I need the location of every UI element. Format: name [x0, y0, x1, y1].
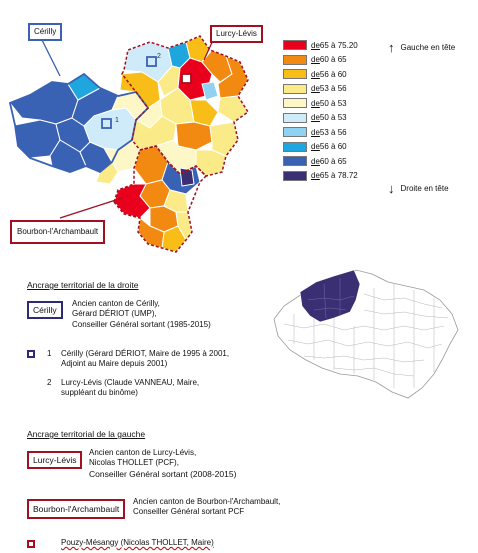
- legend-label: [311, 142, 347, 151]
- legend-range: 53 à 56: [319, 127, 347, 137]
- commune-area: [202, 82, 218, 100]
- bourbon-box-label: Bourbon-l'Archambault: [27, 499, 125, 519]
- legend-swatch: [283, 69, 307, 79]
- legend-row: [283, 141, 347, 153]
- legend-range: 56 à 60: [319, 69, 347, 79]
- legend-swatch: [283, 84, 307, 94]
- legend-range: 53 à 56: [319, 84, 347, 93]
- legend-row: [283, 112, 347, 124]
- legend-prefix: de: [311, 55, 320, 64]
- legend-swatch: [283, 156, 307, 166]
- legend-swatch: [283, 40, 307, 50]
- legend-swatch: [283, 127, 307, 137]
- cerilly-box-label: Cérilly: [27, 301, 63, 319]
- item-number-2: 2: [47, 378, 52, 387]
- legend-swatch: [283, 55, 307, 65]
- legend-label: [311, 55, 347, 64]
- legend-swatch: [283, 142, 307, 152]
- legend-swatch: [283, 98, 307, 108]
- legend-swatch: [283, 171, 307, 181]
- map-marker-number-1: 1: [115, 117, 119, 124]
- item2-description: [61, 378, 199, 399]
- legend-prefix: de: [311, 142, 320, 151]
- legend-top-label: Gauche en tête: [400, 43, 456, 52]
- desc-line: Ancien canton de Lurcy-Lévis,: [89, 448, 197, 457]
- desc-line: Conseiller Général sortant PCF: [133, 507, 245, 517]
- commune-area: [10, 82, 78, 124]
- legend-row: [283, 68, 347, 80]
- bourbon-description: [133, 497, 280, 518]
- legend-range: 60 à 65: [319, 55, 347, 64]
- legend-row: [283, 155, 347, 167]
- map-marker-number-2: 2: [157, 53, 161, 60]
- desc-line: Nicolas THOLLET (PCF),: [89, 458, 179, 468]
- legend-bottom-label: Droite en tête: [400, 184, 449, 193]
- legend-square-right: [27, 350, 35, 358]
- legend-row: [283, 170, 358, 182]
- legend-row: [283, 39, 358, 51]
- desc-line: Conseiller Général sortant (1985-2015): [72, 319, 211, 329]
- legend-label: [311, 171, 358, 180]
- pouzy-marker-square: [182, 74, 191, 83]
- legend-range: 65 à 78.72: [319, 171, 358, 180]
- commune-area: [176, 122, 212, 150]
- legend-prefix: de: [311, 171, 320, 180]
- legend-prefix: de: [311, 69, 320, 79]
- cerilly-description: [72, 299, 211, 330]
- legend-row: [283, 97, 347, 109]
- legend-label: [311, 99, 347, 108]
- legend-range: 60 à 65: [319, 156, 347, 166]
- desc-line: Lurcy-Lévis (Claude VANNEAU, Maire,: [61, 378, 200, 387]
- legend-label: [311, 84, 347, 93]
- callout-line-cerilly: [40, 36, 60, 76]
- legend-label: [311, 157, 347, 166]
- callout-line-bourbon: [60, 198, 122, 218]
- arrow-down-icon: ↓: [388, 181, 395, 196]
- legend-right-ahead: [388, 181, 449, 196]
- pouzy-description: Pouzy-Mésangy (Nicolas THOLLET, Maire): [61, 538, 214, 547]
- item1-description: [61, 349, 229, 370]
- desc-line: Conseiller Général sortant (2008-2015): [89, 468, 237, 479]
- department-outline: [274, 270, 458, 398]
- commune-area: [218, 96, 248, 122]
- legend-range: 50 à 53: [319, 98, 347, 108]
- legend-row: [283, 126, 347, 138]
- legend-range: 56 à 60: [319, 142, 347, 151]
- desc-line: Gérard DÉRIOT (UMP),: [72, 309, 157, 319]
- legend-row: [283, 83, 347, 95]
- legend-left-ahead: [388, 40, 455, 55]
- desc-line: Ancien canton de Cérilly,: [72, 299, 160, 308]
- right-anchoring-title: Ancrage territorial de la droite: [27, 280, 139, 290]
- legend-square-left: [27, 540, 35, 548]
- left-anchoring-title: Ancrage territorial de la gauche: [27, 429, 146, 439]
- desc-line: suppléant du binôme): [61, 388, 138, 398]
- arrow-up-icon: ↑: [388, 40, 395, 55]
- item-number-1: 1: [47, 349, 52, 358]
- lurcy-box-label: Lurcy-Lévis: [27, 451, 82, 469]
- bourbon-callout: Bourbon-l'Archambault: [10, 220, 105, 244]
- legend-swatch: [283, 113, 307, 123]
- legend-row: [283, 54, 347, 66]
- legend-prefix: de: [311, 40, 320, 50]
- legend-label: [311, 128, 347, 137]
- desc-line: Cérilly (Gérard DÉRIOT, Maire de 1995 à 2001,: [61, 349, 230, 358]
- legend-prefix: de: [311, 113, 320, 122]
- legend-prefix: de: [311, 98, 320, 108]
- legend-prefix: de: [311, 127, 320, 137]
- legend-range: 65 à 75.20: [319, 40, 358, 50]
- desc-line: Adjoint au Maire depuis 2001): [61, 359, 168, 369]
- legend-label: [311, 41, 358, 50]
- lurcy-callout: Lurcy-Lévis: [210, 25, 263, 43]
- legend-range: 50 à 53: [319, 113, 347, 122]
- desc-line: Ancien canton de Bourbon-l'Archambault,: [133, 497, 281, 506]
- legend-label: [311, 70, 347, 79]
- legend-label: [311, 113, 347, 122]
- locator-map: [264, 264, 464, 404]
- lurcy-description: [89, 448, 236, 480]
- cerilly-callout: Cérilly: [28, 23, 62, 41]
- legend-prefix: de: [311, 84, 320, 93]
- legend-prefix: de: [311, 156, 320, 166]
